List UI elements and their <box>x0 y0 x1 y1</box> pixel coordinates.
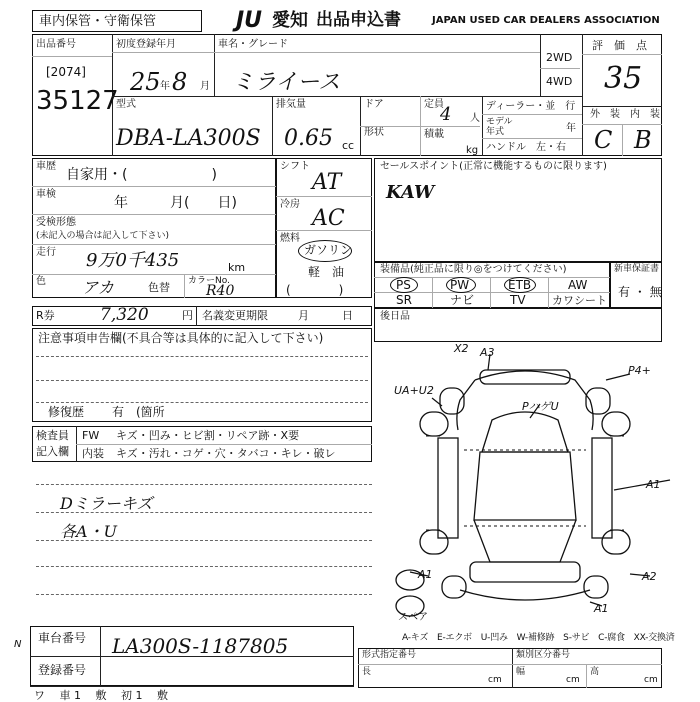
exterior-inspect-label: FW <box>82 429 100 442</box>
color-change-label: 色替 <box>148 281 170 294</box>
lot-number: 35127 <box>36 86 119 116</box>
chassis-label: 車台番号 <box>38 631 87 645</box>
reg-form-note: (未記入の場合は記入して下さい) <box>36 231 170 241</box>
chassis-number: LA300S-1187805 <box>112 634 289 658</box>
shape-label: 形状 <box>364 127 384 138</box>
shift-value: AT <box>312 170 342 195</box>
fuel-diesel: 軽 油 <box>308 265 345 279</box>
bottom-row-text: ワ 車 1 敷 初 1 敷 <box>34 689 168 702</box>
form-title: 出品申込書 <box>316 10 401 30</box>
association-name: JAPAN USED CAR DEALERS ASSOCIATION <box>432 15 660 26</box>
damage-peel: PハゲU <box>522 400 559 413</box>
damage-x2: X2 <box>454 342 469 355</box>
spare-tire-label: スペア <box>398 612 428 623</box>
repair-label: 修復歴 <box>48 405 85 419</box>
grade-label: 評 価 点 <box>592 39 647 52</box>
damage-a1-rear: A1 <box>594 602 609 615</box>
dealer-label: ディーラー・並 行 <box>486 101 576 112</box>
fuel-label: 燃料 <box>280 233 300 244</box>
interior-inspect-label: 内装 <box>82 447 104 460</box>
handwritten-note-2: 各A・U <box>60 522 118 541</box>
history-value: 自家用・( ) <box>66 167 217 183</box>
equip-tv: TV <box>510 293 526 307</box>
equip-pw: PW <box>450 278 470 292</box>
reg-form-label: 受検形態 <box>36 217 76 228</box>
storage-status-label: 車内保管・守衛保管 <box>39 14 157 29</box>
month-unit: 月 <box>200 81 210 92</box>
year-unit: 年 <box>160 81 170 92</box>
selling-points-value: KAW <box>386 182 435 203</box>
interior-inspect-items: キズ・汚れ・コゲ・穴・タバコ・キレ・破レ <box>116 447 336 460</box>
equip-sr: SR <box>396 293 412 307</box>
displacement-value: 0.65 <box>284 126 333 151</box>
color-code-label: カラーNo. <box>188 276 230 286</box>
ac-label: 冷房 <box>280 199 300 210</box>
capacity-label: 定員 <box>424 99 444 110</box>
equip-etb: ETB <box>508 278 532 292</box>
mileage-unit: km <box>228 261 246 274</box>
mileage-label: 走行 <box>36 247 56 258</box>
grade-score: 35 <box>604 61 643 96</box>
equip-ps: PS <box>396 278 411 292</box>
width-label: 幅 <box>516 667 526 677</box>
ac-value: AC <box>312 206 345 231</box>
roof-outline <box>474 452 576 520</box>
windshield-outline <box>482 412 568 452</box>
width-unit: cm <box>566 675 580 685</box>
damage-a1-right: A1 <box>646 478 661 491</box>
damage-a1-left: A1 <box>418 568 433 581</box>
handle-label: ハンドル 左・右 <box>486 142 566 153</box>
model-name: ミライース <box>232 70 341 95</box>
history-label: 車歴 <box>36 161 56 172</box>
pw-circle <box>446 277 476 293</box>
etb-circle <box>504 277 536 293</box>
damage-ua-u2: UA+U2 <box>394 384 434 397</box>
first-reg-year: 25 <box>130 68 161 96</box>
post-delivery-panel <box>374 308 662 342</box>
4wd-option: 4WD <box>546 75 573 88</box>
recycle-label: R券 <box>36 309 55 322</box>
inspection-value: 年 月( 日) <box>114 195 237 211</box>
exterior-grade: C <box>594 126 613 154</box>
ju-brand: 愛知 <box>272 10 308 31</box>
car-damage-diagram <box>380 340 680 630</box>
expiry-value: 月 日 <box>298 309 353 322</box>
handwritten-note-1: Dミラーキズ <box>60 494 153 513</box>
model-year-label: モデル 年式 <box>486 117 513 137</box>
exterior-inspect-items: キズ・凹み・ヒビ割・リペア跡・X要 <box>116 429 300 442</box>
capacity-value: 4 <box>440 104 452 125</box>
ju-logo-mark: JU <box>236 8 263 33</box>
first-reg-label: 初度登録年月 <box>116 39 176 50</box>
displacement-unit: cc <box>342 139 355 152</box>
interior-grade: B <box>634 126 652 154</box>
inspection-label: 車検 <box>36 189 56 200</box>
shape-spec-label: 形式指定番号 <box>362 650 417 660</box>
lot-sub-number: [2074] <box>46 65 86 79</box>
inspector-label-2: 記入欄 <box>36 445 69 458</box>
class-spec-label: 類別区分番号 <box>516 650 571 660</box>
height-unit: cm <box>644 675 658 685</box>
doors-label: ドア <box>364 99 384 110</box>
length-label: 長 <box>362 667 372 677</box>
registration-label: 登録番号 <box>38 663 87 677</box>
load-label: 積載 <box>424 129 444 140</box>
equip-aw: AW <box>568 278 588 292</box>
selling-points-panel <box>374 158 662 262</box>
mileage-value: 9万0千435 <box>86 250 180 271</box>
post-delivery-label: 後日品 <box>380 311 410 322</box>
repair-value: 有 (箇所 <box>112 405 165 419</box>
damage-a3: A3 <box>480 346 495 359</box>
lot-label: 出品番号 <box>36 39 76 50</box>
fuel-gasoline: ガソリン <box>304 243 353 257</box>
fuel-other: ( ) <box>286 283 344 297</box>
equipment-label: 装備品(純正品に限り◎をつけてください) <box>380 264 567 275</box>
length-unit: cm <box>488 675 502 685</box>
ext-int-label: 外 装 内 装 <box>590 109 660 120</box>
capacity-unit: 人 <box>470 113 480 124</box>
equip-navi: ナビ <box>450 293 475 307</box>
load-unit: kg <box>466 145 479 156</box>
expiry-label: 名義変更期限 <box>202 309 268 322</box>
recycle-unit: 円 <box>182 309 193 322</box>
equip-leather-seat: カワシート <box>552 294 607 307</box>
selling-points-label: セールスポイント(正常に機能するものに限ります) <box>380 161 607 172</box>
margin-note: N <box>14 639 22 650</box>
ps-circle <box>390 277 418 293</box>
model-year-unit: 年 <box>566 123 576 134</box>
model-name-label: 車名・グレード <box>218 39 288 50</box>
first-reg-month: 8 <box>172 68 188 96</box>
damage-legend: A-キズ E-エクボ U-凹み W-補修跡 S-サビ C-腐食 XX-交換済 <box>402 633 675 643</box>
storage-status-box <box>32 10 202 32</box>
height-label: 高 <box>590 667 600 677</box>
damage-a2: A2 <box>642 570 657 583</box>
color-value: アカ <box>82 278 114 297</box>
warranty-label: 新車保証書 <box>614 264 660 274</box>
inspector-label-1: 検査員 <box>36 429 69 442</box>
color-code: R40 <box>206 283 235 299</box>
type-label: 型式 <box>116 99 136 110</box>
recycle-value: 7,320 <box>100 305 149 325</box>
color-label: 色 <box>36 276 46 287</box>
notes-label: 注意事項申告欄(不具合等は具体的に記入して下さい) <box>38 331 324 345</box>
warranty-value: 有 ・ 無 <box>618 285 662 299</box>
2wd-option: 2WD <box>546 51 573 64</box>
damage-p4: P4+ <box>628 364 651 377</box>
displacement-label: 排気量 <box>276 99 306 110</box>
shift-label: シフト <box>280 161 310 172</box>
vehicle-type: DBA-LA300S <box>116 126 261 151</box>
